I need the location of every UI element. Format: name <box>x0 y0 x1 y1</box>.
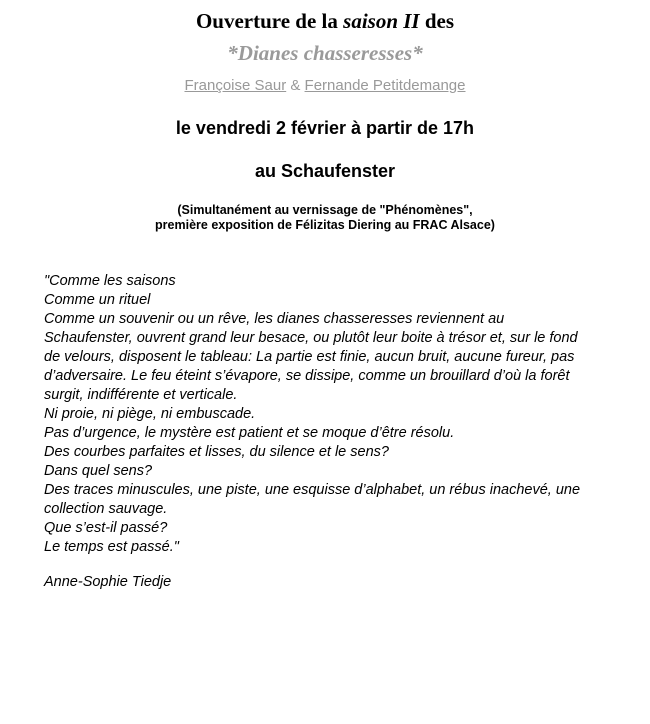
page-subtitle: *Dianes chasseresses* <box>227 41 423 65</box>
title-suffix: des <box>419 9 455 33</box>
poem-line: "Comme les saisons <box>44 273 176 289</box>
event-note-line-2: première exposition de Félizitas Diering au FRAC Alsace) <box>155 218 495 232</box>
artist-link-francoise-saur[interactable]: Françoise Saur <box>184 77 287 94</box>
title-prefix: Ouverture de la <box>195 9 344 33</box>
poem-line: Dans quel sens? <box>44 463 153 479</box>
artist-link-fernande-petitdemange[interactable]: Fernande Petitdemange <box>304 77 466 94</box>
poem-line: surgit, indifférente et verticale. <box>44 387 238 403</box>
event-date: le vendredi 2 février à partir de 17h <box>175 118 475 138</box>
poem-line: de velours, disposent le tableau: La partie est finie, aucun bruit, aucune fureur, pas <box>44 349 575 365</box>
title-italic: saison II <box>343 9 420 33</box>
poem-line: Comme un rituel <box>44 292 151 308</box>
poem-line: Ni proie, ni piège, ni embuscade. <box>44 406 256 422</box>
poem-line: Comme un souvenir ou un rêve, les dianes chasseresses reviennent au <box>44 311 505 327</box>
poem-line: Que s’est-il passé? <box>44 520 168 536</box>
artists-separator: & <box>286 77 305 94</box>
event-venue: au Schaufenster <box>254 161 396 181</box>
poem-line: collection sauvage. <box>44 501 168 517</box>
artists-line <box>0 77 650 95</box>
poem-author: Anne-Sophie Tiedje <box>44 574 172 590</box>
poem-line: Des traces minuscules, une piste, une esquisse d’alphabet, un rébus inachevé, une <box>44 482 581 498</box>
poem-line: Pas d’urgence, le mystère est patient et se moque d’être résolu. <box>44 425 455 441</box>
event-note <box>0 203 650 233</box>
event-note-line-1: (Simultanément au vernissage de "Phénomènes", <box>177 203 473 217</box>
poem-line: Schaufenster, ouvrent grand leur besace, ou plutôt leur boite à trésor et, sur le fond <box>44 330 578 346</box>
page-title <box>0 8 650 34</box>
poem-text <box>44 272 624 557</box>
poem-line: Le temps est passé." <box>44 539 179 555</box>
poem-line: d’adversaire. Le feu éteint s’évapore, se dissipe, comme un brouillard d’où la forêt <box>44 368 570 384</box>
poem-line: Des courbes parfaites et lisses, du silence et le sens? <box>44 444 389 460</box>
